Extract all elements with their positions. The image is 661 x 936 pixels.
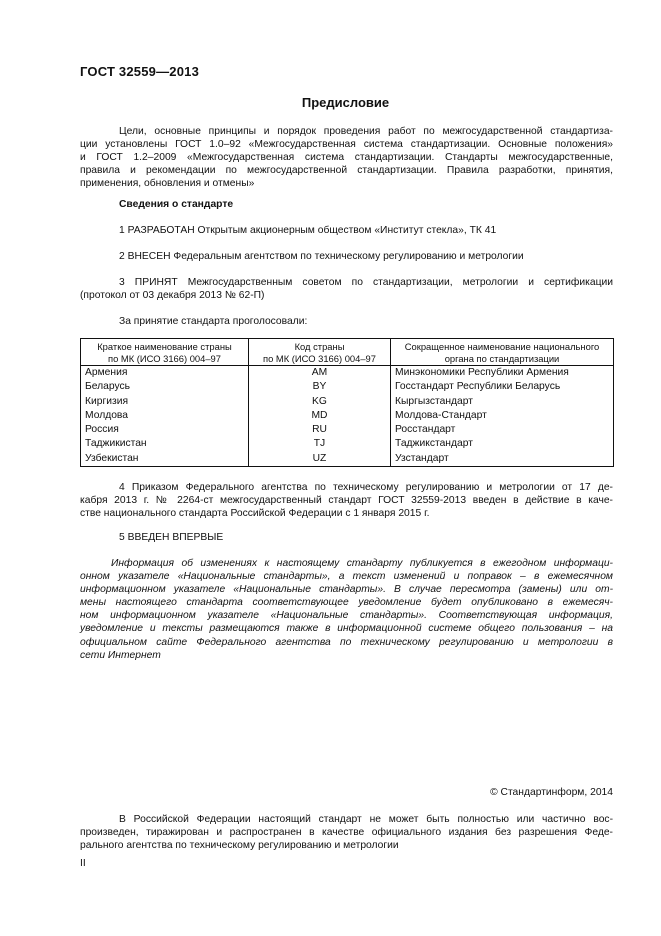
item-5-first-introduced: 5 ВВЕДЕН ВПЕРВЫЕ (119, 532, 224, 543)
body-cell: Минэкономики Республики Армения (391, 366, 614, 381)
text-line: 3 ПРИНЯТ Межгосударственным советом по стандартизации, метрологии и сертификации (119, 277, 613, 288)
body-cell: Молдова-Стандарт (391, 409, 614, 423)
item-3-adopted (80, 276, 613, 302)
country-cell: Узбекистан (81, 452, 249, 467)
item-2-introduced: 2 ВНЕСЕН Федеральным агентством по техническому регулированию и метрологии (119, 251, 524, 262)
text-line: ном информационном указателе «Национальные стандарты». Соответствующая информация, (80, 610, 613, 622)
text-line: стве национального стандарта Российской Федерации с 1 января 2015 г. (80, 508, 430, 520)
text-line: официальном сайте Федерального агентства по техническому регулированию и метрологии в (80, 636, 613, 648)
table-row (81, 366, 614, 381)
intro-paragraph (80, 125, 613, 190)
code-cell: UZ (249, 452, 391, 467)
rights-notice (80, 813, 613, 852)
text-line: (протокол от 03 декабря 2013 № 62-П) (80, 290, 265, 302)
text-line: правила и рекомендации по межгосударственной стандартизации. Правила разработки, принятия, (80, 165, 613, 177)
header-line: Код страны (294, 341, 345, 352)
text-line: информационном указателе «Национальные стандарты». В случае пересмотра (замены) или от- (80, 584, 613, 596)
country-cell: Армения (81, 366, 249, 381)
text-line: кабря 2013 г. № 2264-ст межгосударственный стандарт ГОСТ 32559-2013 введен в действие в каче- (80, 495, 613, 507)
text-line: сети Интернет (80, 649, 161, 661)
body-cell: Таджикстандарт (391, 437, 614, 451)
country-cell: Молдова (81, 409, 249, 423)
table-row (81, 409, 614, 423)
code-cell: TJ (249, 437, 391, 451)
table-row (81, 423, 614, 437)
text-line: В Российской Федерации настоящий стандарт не может быть полностью или частично вос- (119, 814, 613, 825)
table-row (81, 380, 614, 394)
copyright: © Стандартинформ, 2014 (490, 787, 613, 798)
text-line: и ГОСТ 1.2–2009 «Межгосударственная система стандартизации. Стандарты межгосударственные, (80, 152, 613, 164)
table-row (81, 452, 614, 467)
header-line: органа по стандартизации (444, 352, 560, 364)
vote-intro: За принятие стандарта проголосовали: (119, 316, 308, 327)
item-4-order (80, 481, 613, 520)
body-cell: Узстандарт (391, 452, 614, 467)
code-cell: RU (249, 423, 391, 437)
code-cell: AM (249, 366, 391, 381)
text-line: произведен, тиражирован и распространен в качестве официального издания без разрешения Феде- (80, 827, 613, 839)
text-line: мены настоящего стандарта соответствующее уведомление будет опубликовано в ежемесяч- (80, 597, 613, 609)
header-line: Сокращенное наименование национального (404, 341, 600, 352)
standard-code-header: ГОСТ 32559—2013 (80, 64, 199, 79)
text-line: Цели, основные принципы и порядок проведения работ по межгосударственной стандартиза- (119, 126, 613, 137)
table-header-row (81, 339, 614, 366)
column-header-body (391, 339, 614, 366)
text-line: ции установлены ГОСТ 1.0–92 «Межгосударственная система стандартизации. Основные положения» (80, 139, 613, 151)
code-cell: BY (249, 380, 391, 394)
item-1-developed: 1 РАЗРАБОТАН Открытым акционерным обществом «Институт стекла», ТК 41 (119, 225, 497, 236)
column-header-code (249, 339, 391, 366)
body-cell: Госстандарт Республики Беларусь (391, 380, 614, 394)
body-cell: Кыргызстандарт (391, 395, 614, 409)
text-line: применения, обновления и отмены» (80, 178, 255, 190)
table-row (81, 437, 614, 451)
page-title: Предисловие (301, 95, 390, 110)
text-line: уведомление и тексты размещаются также в информационной системе общего пользования – на (80, 623, 613, 635)
country-cell: Беларусь (81, 380, 249, 394)
country-cell: Россия (81, 423, 249, 437)
body-cell: Росстандарт (391, 423, 614, 437)
text-line: 4 Приказом Федерального агентства по техническому регулированию и метрологии от 17 де- (119, 482, 613, 493)
column-header-country (81, 339, 249, 366)
country-cell: Таджикистан (81, 437, 249, 451)
header-line: по МК (ИСО 3166) 004–97 (108, 352, 221, 364)
page-number: II (80, 858, 86, 869)
code-cell: KG (249, 395, 391, 409)
code-cell: MD (249, 409, 391, 423)
header-line: Краткое наименование страны (97, 341, 232, 352)
changes-notice (80, 557, 613, 662)
text-line: онном указателе «Национальные стандарты», а текст изменений и поправок – в ежемесячном (80, 571, 613, 583)
voting-table (80, 338, 614, 467)
table-row (81, 395, 614, 409)
text-line: Информация об изменениях к настоящему стандарту публикуется в ежегодном информаци- (111, 558, 613, 569)
info-heading: Сведения о стандарте (119, 199, 234, 210)
header-line: по МК (ИСО 3166) 004–97 (263, 352, 376, 364)
country-cell: Киргизия (81, 395, 249, 409)
text-line: рального агентства по техническому регулированию и метрологии (80, 840, 399, 852)
